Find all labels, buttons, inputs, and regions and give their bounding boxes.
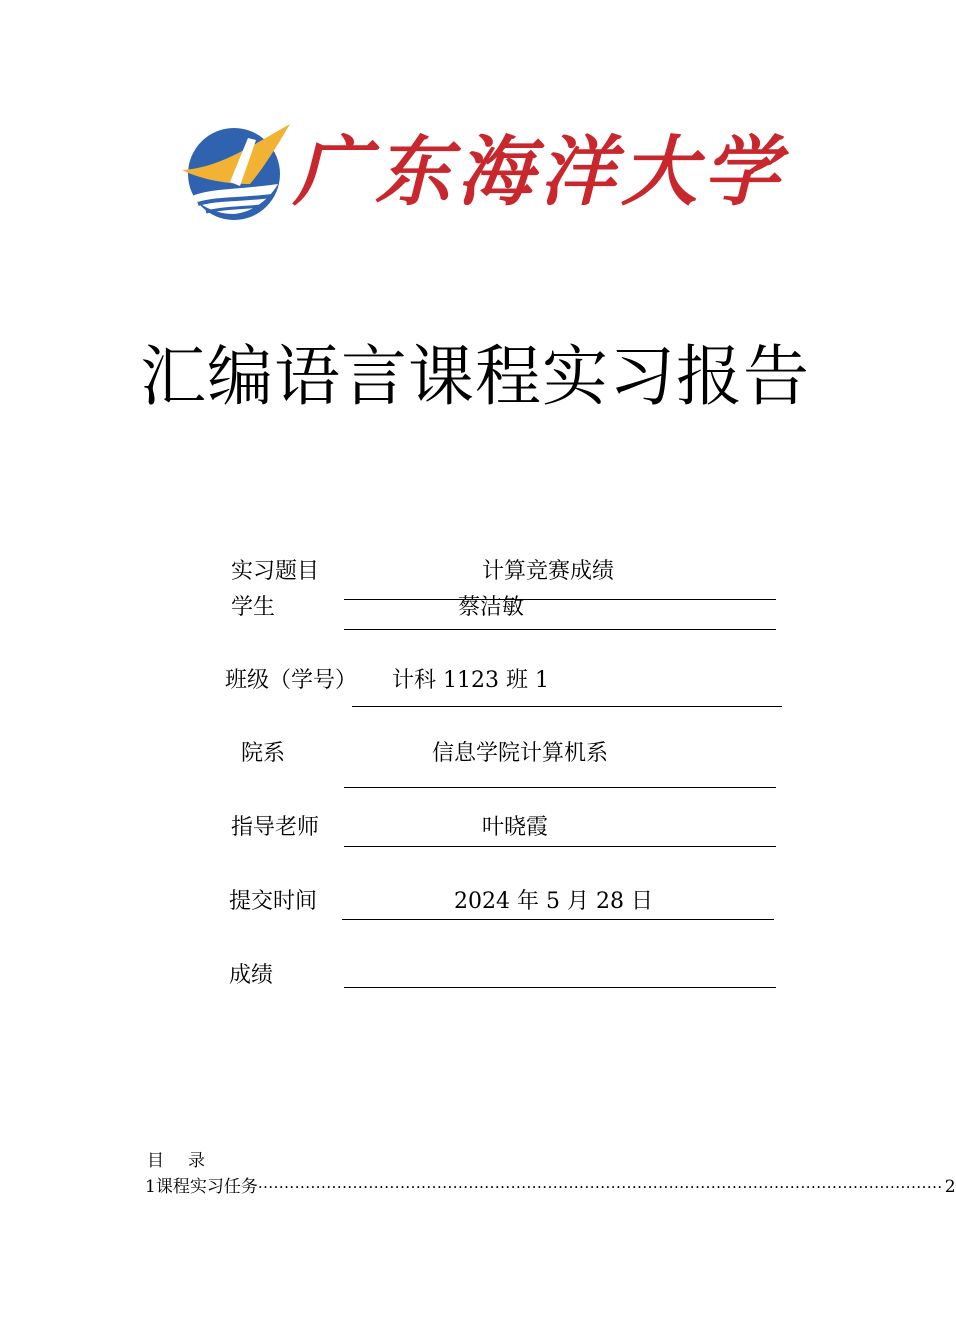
advisor-label: 指导老师 — [231, 815, 320, 840]
student-underline — [344, 629, 776, 630]
advisor-underline — [344, 846, 776, 847]
topic-value: 计算竞赛成绩 — [482, 559, 615, 584]
grade-label: 成绩 — [229, 963, 274, 988]
toc-heading: 目录 — [147, 1151, 229, 1171]
toc-item[interactable] — [145, 1176, 956, 1198]
class-label: 班级（学号） — [225, 668, 358, 693]
university-name: 广东海洋大学 — [293, 127, 785, 216]
student-value: 蔡洁敏 — [458, 595, 525, 620]
dept-underline — [344, 787, 776, 788]
date-underline — [342, 919, 774, 920]
report-title: 汇编语言课程实习报告 — [140, 338, 810, 415]
university-emblem-icon — [178, 118, 296, 222]
topic-underline — [344, 599, 776, 600]
date-value: 2024 年 5 月 28 日 — [454, 889, 653, 914]
university-logo — [178, 118, 785, 228]
toc-item-text: 课程实习任务 — [155, 1177, 258, 1197]
toc-item-number: 1 — [145, 1177, 156, 1197]
topic-label: 实习题目 — [231, 559, 320, 584]
student-label: 学生 — [231, 595, 276, 620]
toc-item-page: 2 — [944, 1177, 956, 1197]
dept-label: 院系 — [241, 741, 286, 766]
dept-value: 信息学院计算机系 — [432, 741, 609, 766]
class-underline — [352, 706, 782, 707]
date-label: 提交时间 — [229, 889, 318, 914]
advisor-value: 叶晓霞 — [482, 815, 549, 840]
toc-leader-dots: ·································································································································· — [257, 1178, 943, 1196]
class-value: 计科 1123 班 1 — [392, 668, 549, 693]
grade-underline — [344, 987, 776, 988]
